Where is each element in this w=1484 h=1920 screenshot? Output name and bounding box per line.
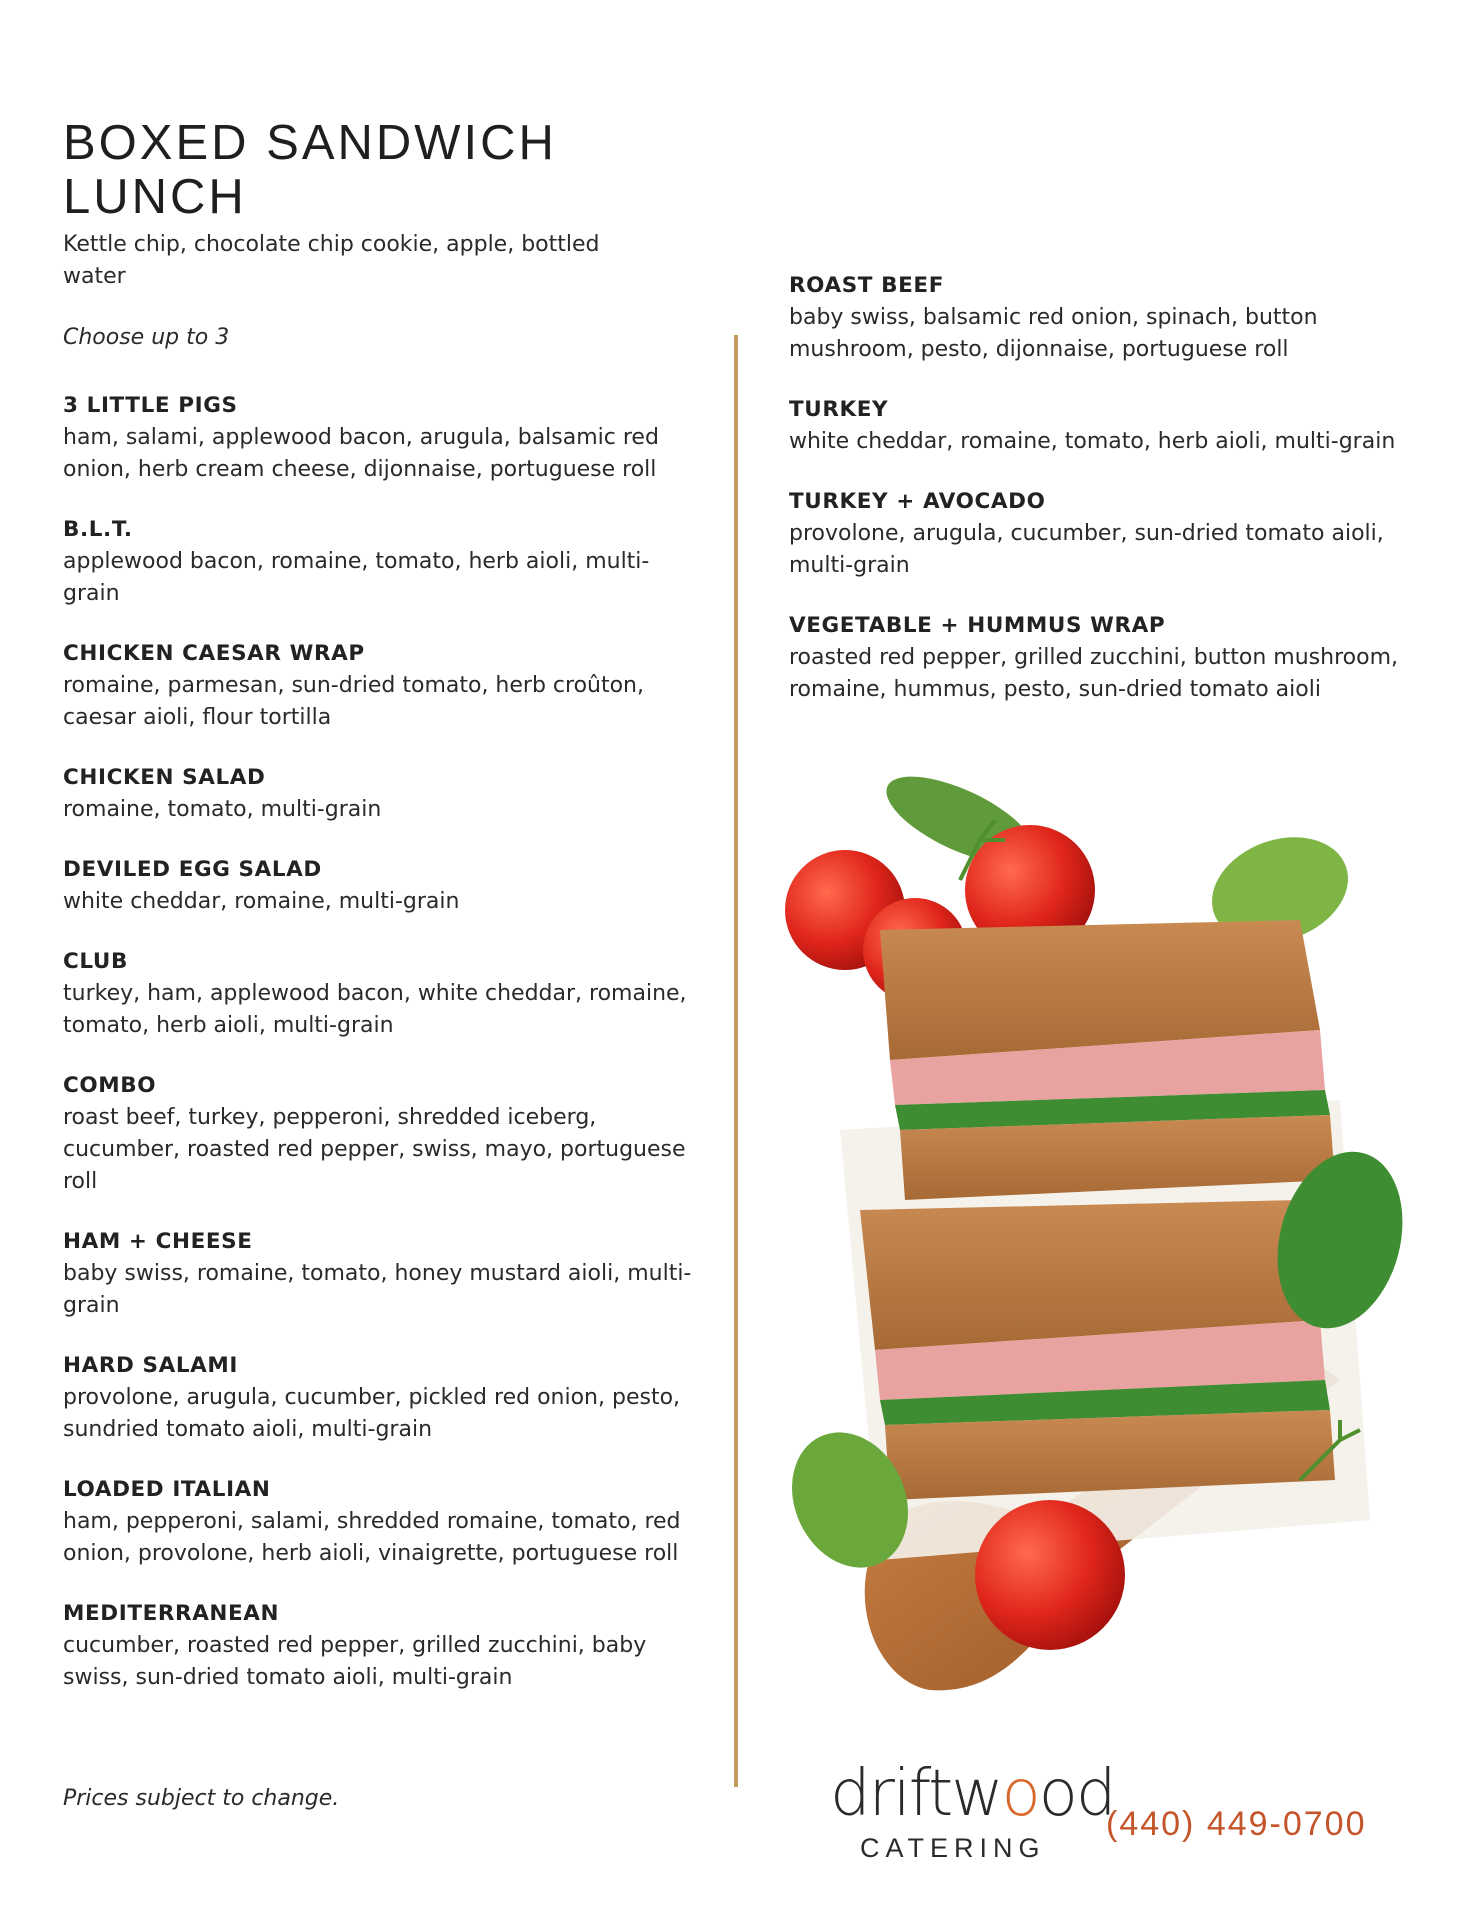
- menu-item: [63, 638, 703, 734]
- menu-item-description: ham, pepperoni, salami, shredded romaine, tomato, red onion, provolone, herb aioli, vinaigrette, portuguese roll: [63, 1509, 681, 1566]
- menu-item: [63, 1350, 703, 1446]
- menu-item-name: COMBO: [63, 1073, 157, 1098]
- menu-item-description: applewood bacon, romaine, tomato, herb aioli, multi-grain: [63, 549, 650, 606]
- driftwood-catering-logo: [830, 1757, 1115, 1868]
- menu-item: [789, 270, 1429, 366]
- menu-item-description: white cheddar, romaine, multi-grain: [63, 889, 460, 914]
- menu-item-name: 3 LITTLE PIGS: [63, 393, 238, 418]
- menu-item-name: HARD SALAMI: [63, 1353, 238, 1378]
- logo-word-part: od: [1038, 1757, 1115, 1831]
- phone-number[interactable]: (440) 449-0700: [1106, 1805, 1367, 1843]
- menu-item-description: romaine, tomato, multi-grain: [63, 797, 382, 822]
- column-divider: [734, 335, 738, 1787]
- menu-item-name: VEGETABLE + HUMMUS WRAP: [789, 613, 1166, 638]
- menu-item: [63, 762, 703, 826]
- box-contents-text: Kettle chip, chocolate chip cookie, apple, bottled water: [63, 232, 600, 289]
- menu-item: [63, 514, 703, 610]
- menu-item: [789, 486, 1429, 582]
- menu-item-name: CHICKEN SALAD: [63, 765, 266, 790]
- menu-item: [63, 1226, 703, 1322]
- menu-item-description: cucumber, roasted red pepper, grilled zucchini, baby swiss, sun-dried tomato aioli, multi-grain: [63, 1633, 647, 1690]
- menu-item: [63, 390, 703, 486]
- menu-item-name: TURKEY + AVOCADO: [789, 489, 1046, 514]
- page-title: BOXED SANDWICH LUNCH: [63, 116, 557, 224]
- logo-word-accent: o: [1001, 1757, 1039, 1831]
- choose-note: Choose up to 3: [63, 325, 230, 350]
- menu-column-right: [789, 270, 1429, 734]
- menu-item-name: CHICKEN CAESAR WRAP: [63, 641, 365, 666]
- sandwich-photo: [780, 760, 1420, 1720]
- menu-item: [789, 610, 1429, 706]
- menu-item-description: turkey, ham, applewood bacon, white cheddar, romaine, tomato, herb aioli, multi-grain: [63, 981, 687, 1038]
- menu-item-name: TURKEY: [789, 397, 889, 422]
- menu-item-name: CLUB: [63, 949, 128, 974]
- menu-item-name: HAM + CHEESE: [63, 1229, 253, 1254]
- menu-item-name: B.L.T.: [63, 517, 133, 542]
- menu-item: [63, 1474, 703, 1570]
- menu-item-description: provolone, arugula, cucumber, sun-dried tomato aioli, multi-grain: [789, 521, 1384, 578]
- menu-item-description: romaine, parmesan, sun-dried tomato, herb croûton, caesar aioli, flour tortilla: [63, 673, 644, 730]
- menu-item: [789, 394, 1429, 458]
- menu-item-description: roast beef, turkey, pepperoni, shredded iceberg, cucumber, roasted red pepper, swiss, mayo, portuguese roll: [63, 1105, 686, 1194]
- menu-item-description: baby swiss, balsamic red onion, spinach, button mushroom, pesto, dijonnaise, portuguese roll: [789, 305, 1318, 362]
- menu-item: [63, 1070, 703, 1198]
- menu-item: [63, 1598, 703, 1694]
- menu-item: [63, 854, 703, 918]
- menu-item-name: DEVILED EGG SALAD: [63, 857, 322, 882]
- logo-wordmark: [830, 1758, 1115, 1830]
- menu-item: [63, 946, 703, 1042]
- menu-item-name: LOADED ITALIAN: [63, 1477, 271, 1502]
- menu-item-description: white cheddar, romaine, tomato, herb aioli, multi-grain: [789, 429, 1396, 454]
- menu-item-description: provolone, arugula, cucumber, pickled red onion, pesto, sundried tomato aioli, multi-grain: [63, 1385, 681, 1442]
- menu-item-description: ham, salami, applewood bacon, arugula, balsamic red onion, herb cream cheese, dijonnaise, portuguese roll: [63, 425, 659, 482]
- logo-subtitle: CATERING: [860, 1833, 1046, 1863]
- prices-note: Prices subject to change.: [63, 1786, 340, 1811]
- menu-column-left: [63, 390, 703, 1722]
- logo-word-part: driftw: [830, 1757, 1002, 1831]
- menu-item-description: baby swiss, romaine, tomato, honey mustard aioli, multi-grain: [63, 1261, 692, 1318]
- menu-item-name: ROAST BEEF: [789, 273, 944, 298]
- menu-item-name: MEDITERRANEAN: [63, 1601, 280, 1626]
- menu-item-description: roasted red pepper, grilled zucchini, button mushroom, romaine, hummus, pesto, sun-dried tomato aioli: [789, 645, 1398, 702]
